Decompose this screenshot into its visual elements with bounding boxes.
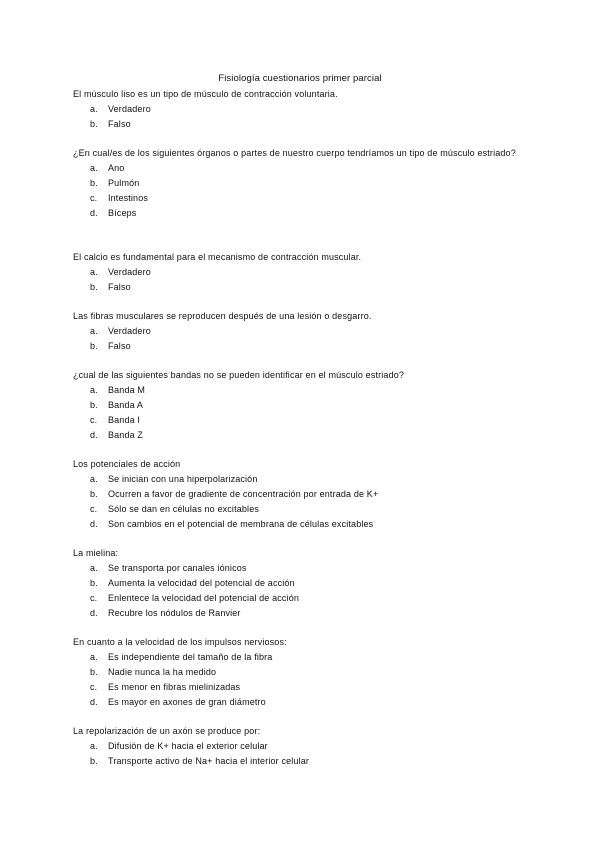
option-text: Sólo se dan en células no excitables <box>108 504 259 514</box>
option-list <box>73 324 523 354</box>
answer-option <box>73 413 523 428</box>
option-text: Es independiente del tamaño de la fibra <box>108 652 273 662</box>
question-text: La repolarización de un axón se produce por: <box>73 726 261 736</box>
answer-option <box>73 265 523 280</box>
option-letter: b. <box>90 667 98 677</box>
question-text: El músculo liso es un tipo de músculo de contracción voluntaria. <box>73 89 338 99</box>
answer-option <box>73 324 523 339</box>
answer-option <box>73 206 523 221</box>
answer-option <box>73 102 523 117</box>
option-letter: a. <box>90 104 98 114</box>
option-text: Nadie nunca la ha medido <box>108 667 217 677</box>
option-letter: a. <box>90 385 98 395</box>
option-text: Es mayor en axones de gran diámetro <box>108 697 266 707</box>
answer-option <box>73 517 523 532</box>
option-text: Transporte activo de Na+ hacia el interior celular <box>108 756 310 766</box>
option-letter: a. <box>90 267 98 277</box>
question-text: ¿En cual/es de los siguientes órganos o partes de nuestro cuerpo tendríamos un tipo de músculo estriado? <box>73 148 516 158</box>
answer-option <box>73 502 523 517</box>
option-letter: b. <box>90 119 98 129</box>
option-text: Recubre los nódulos de Ranvier <box>108 608 241 618</box>
answer-option <box>73 561 523 576</box>
answer-option <box>73 383 523 398</box>
option-list <box>73 265 523 295</box>
option-letter: a. <box>90 474 98 484</box>
question-block <box>73 546 523 621</box>
question-text: El calcio es fundamental para el mecanismo de contracción muscular. <box>73 252 362 262</box>
option-letter: b. <box>90 178 98 188</box>
option-list <box>73 472 523 532</box>
option-text: Intestinos <box>108 193 149 203</box>
answer-option <box>73 161 523 176</box>
option-text: Banda M <box>108 385 146 395</box>
option-letter: d. <box>90 608 98 618</box>
answer-option <box>73 487 523 502</box>
option-text: Bíceps <box>108 208 137 218</box>
answer-option <box>73 650 523 665</box>
answer-option <box>73 398 523 413</box>
answer-option <box>73 665 523 680</box>
question-text: La mielina: <box>73 548 119 558</box>
question-block <box>73 146 523 221</box>
option-letter: c. <box>90 682 98 692</box>
option-text: Enlentece la velocidad del potencial de acción <box>108 593 300 603</box>
answer-option <box>73 754 523 769</box>
option-text: Banda Z <box>108 430 144 440</box>
option-letter: c. <box>90 504 98 514</box>
option-list <box>73 650 523 710</box>
answer-option <box>73 576 523 591</box>
option-text: Son cambios en el potencial de membrana de células excitables <box>108 519 374 529</box>
option-text: Se inician con una hiperpolarización <box>108 474 258 484</box>
question-block <box>73 368 523 443</box>
option-letter: c. <box>90 193 98 203</box>
option-text: Aumenta la velocidad del potencial de acción <box>108 578 295 588</box>
option-text: Es menor en fibras mielinizadas <box>108 682 241 692</box>
option-text: Verdadero <box>108 267 151 277</box>
option-letter: d. <box>90 208 98 218</box>
option-letter: b. <box>90 400 98 410</box>
option-letter: b. <box>90 282 98 292</box>
option-letter: d. <box>90 430 98 440</box>
option-text: Banda I <box>108 415 141 425</box>
answer-option <box>73 591 523 606</box>
answer-option <box>73 606 523 621</box>
option-letter: c. <box>90 415 98 425</box>
answer-option <box>73 695 523 710</box>
answer-option <box>73 176 523 191</box>
option-list <box>73 102 523 132</box>
option-text: Falso <box>108 119 131 129</box>
option-list <box>73 161 523 221</box>
answer-option <box>73 280 523 295</box>
option-letter: d. <box>90 519 98 529</box>
option-letter: b. <box>90 489 98 499</box>
answer-option <box>73 428 523 443</box>
document-title: Fisiología cuestionarios primer parcial <box>218 73 382 84</box>
option-letter: b. <box>90 341 98 351</box>
option-list <box>73 383 523 443</box>
answer-option <box>73 472 523 487</box>
option-text: Banda A <box>108 400 144 410</box>
option-letter: b. <box>90 756 98 766</box>
option-text: Verdadero <box>108 326 151 336</box>
option-text: Verdadero <box>108 104 151 114</box>
question-block <box>73 457 523 532</box>
question-text: En cuanto a la velocidad de los impulsos nerviosos: <box>73 637 287 647</box>
option-text: Ano <box>108 163 125 173</box>
question-text: Las fibras musculares se reproducen después de una lesión o desgarro. <box>73 311 372 321</box>
option-letter: a. <box>90 652 98 662</box>
option-text: Difusión de K+ hacia el exterior celular <box>108 741 268 751</box>
option-letter: b. <box>90 578 98 588</box>
option-text: Falso <box>108 341 131 351</box>
option-letter: a. <box>90 741 98 751</box>
option-list <box>73 739 523 769</box>
answer-option <box>73 191 523 206</box>
option-letter: a. <box>90 326 98 336</box>
option-letter: a. <box>90 163 98 173</box>
answer-option <box>73 117 523 132</box>
question-block <box>73 87 523 132</box>
question-text: ¿cual de las siguientes bandas no se pueden identificar en el músculo estriado? <box>73 370 405 380</box>
answer-option <box>73 739 523 754</box>
question-block <box>73 724 523 769</box>
option-letter: c. <box>90 593 98 603</box>
question-text: Los potenciales de acción <box>73 459 181 469</box>
question-block <box>73 250 523 295</box>
option-text: Se transporta por canales iónicos <box>108 563 247 573</box>
question-block <box>73 309 523 354</box>
option-letter: d. <box>90 697 98 707</box>
answer-option <box>73 339 523 354</box>
question-block <box>73 635 523 710</box>
answer-option <box>73 680 523 695</box>
option-letter: a. <box>90 563 98 573</box>
option-text: Falso <box>108 282 131 292</box>
option-text: Ocurren a favor de gradiente de concentración por entrada de K+ <box>108 489 379 499</box>
option-text: Pulmón <box>108 178 140 188</box>
option-list <box>73 561 523 621</box>
